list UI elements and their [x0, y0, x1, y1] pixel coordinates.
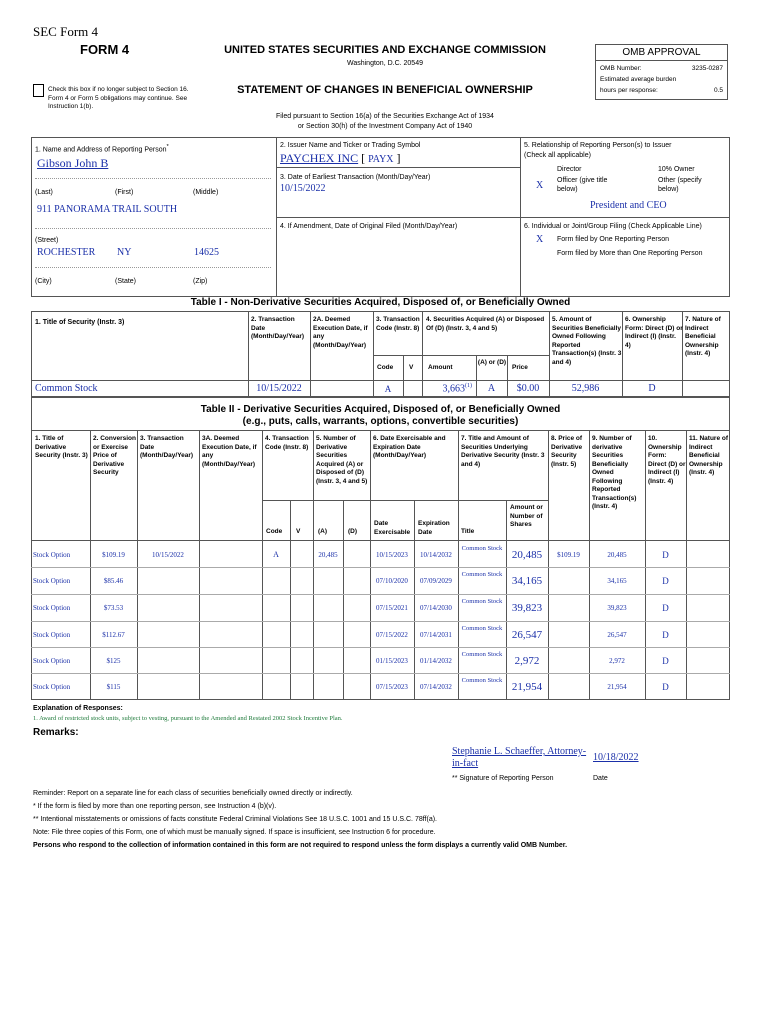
t2-row-price: $73.53: [103, 604, 124, 612]
t2-h8: 8. Price of Derivative Security (Instr. 5): [551, 435, 583, 468]
t1-h7: 7. Nature of Indirect Beneficial Ownership (Instr. 4): [685, 316, 721, 357]
t1-h1: 1. Title of Security (Instr. 3): [35, 319, 125, 326]
t2-row-underlying-title: Common Stock: [461, 571, 503, 578]
t2-row-form: D: [662, 630, 669, 640]
t2-row-code: [262, 679, 290, 699]
filed-line-2: or Section 30(h) of the Investment Company Act of 1940: [297, 123, 473, 130]
t1-h4: 4. Securities Acquired (A) or Disposed Of (D) (Instr. 3, 4 and 5): [426, 316, 545, 332]
t2-row-p8: [548, 600, 589, 620]
one-person-label: Form filed by One Reporting Person: [557, 236, 670, 243]
t2-h10: 10. Ownership Form: Direct (D) or Indirect (I) (Instr. 4): [648, 435, 686, 485]
omb-title: OMB APPROVAL: [596, 45, 727, 61]
street-label: (Street): [35, 237, 59, 244]
zip-value: 14625: [194, 247, 219, 258]
t2-expiration-h: Expiration Date: [418, 520, 450, 536]
t2-row-owned: 26,547: [607, 631, 627, 639]
t2-row-exp: 01/14/2032: [420, 657, 452, 665]
t2-h1: 1. Title of Derivative Security (Instr. 3): [35, 435, 88, 459]
officer-title: President and CEO: [590, 200, 667, 211]
t2-row-exp: 07/14/2031: [420, 631, 452, 639]
last-label: (Last): [35, 189, 53, 196]
earliest-transaction-date: 10/15/2022: [280, 183, 326, 194]
t2-h2: 2. Conversion or Exercise Price of Derivative Security: [93, 435, 136, 476]
t1-code-h: Code: [377, 364, 394, 371]
first-label: (First): [115, 189, 134, 196]
t2-row-p8: [548, 627, 589, 647]
t2-row-price: $85.46: [103, 577, 124, 585]
t2-row-title: Stock Option: [33, 577, 71, 585]
t2-row-p8: $109.19: [557, 551, 580, 559]
t1-price-h: Price: [512, 364, 528, 371]
signature-date: 10/18/2022: [593, 752, 639, 763]
box1-star: *: [166, 144, 169, 150]
t2-row-price: $115: [106, 683, 121, 691]
officer-label: Officer (give title below): [557, 177, 608, 193]
t2-row-owned: 21,954: [607, 683, 627, 691]
t2-row-code: [262, 653, 290, 673]
omb-approval-box: [595, 44, 728, 100]
t2-row-ex: 07/15/2021: [376, 604, 408, 612]
signature-name: Stephanie L. Schaeffer, Attorney-in-fact: [452, 746, 587, 769]
note-1: * If the form is filed by more than one reporting person, see Instruction 4 (b)(v).: [33, 803, 277, 810]
t2-row-divider: [31, 673, 730, 674]
t2-row-exp: 07/09/2029: [420, 577, 452, 585]
one-person-checkmark: X: [536, 234, 544, 245]
t2-h3a: 3A. Deemed Execution Date, if any (Month/Day/Year): [202, 435, 257, 468]
t2-row-owned: 2,972: [609, 657, 625, 665]
officer-checkmark: X: [536, 180, 544, 191]
t2-row-code: [262, 600, 290, 620]
t2-row-a: [313, 573, 343, 593]
t2-row-ex: 07/10/2020: [376, 577, 408, 585]
t2-row-code: A: [273, 550, 279, 559]
ticker-symbol: PAYX: [368, 154, 394, 165]
t2-row-underlying-title: Common Stock: [461, 625, 503, 632]
t2-row-divider: [31, 621, 730, 622]
t2-row-p8: [548, 679, 589, 699]
state-label: (State): [115, 278, 137, 285]
t2-row-title: Stock Option: [33, 657, 71, 665]
table2-title1: Table II - Derivative Securities Acquired, Disposed of, or Beneficially Owned: [200, 404, 561, 415]
ticker-close-bracket: ]: [396, 151, 401, 165]
t2-row-a: [313, 627, 343, 647]
form-title: FORM 4: [80, 42, 130, 57]
t2-row-p8: [548, 653, 589, 673]
t2-row-title: Stock Option: [33, 551, 71, 559]
table1-title: Table I - Non-Derivative Securities Acquired, Disposed of, or Beneficially Owned: [190, 297, 571, 308]
t2-h6: 6. Date Exercisable and Expiration Date (Month/Day/Year): [373, 435, 446, 459]
t2-row-owned: 34,165: [607, 577, 627, 585]
t2-row-divider: [31, 647, 730, 648]
t1-row-title: Common Stock: [35, 383, 98, 394]
t2-row-underlying-title: Common Stock: [461, 545, 503, 552]
omb-number: 3235-0287: [691, 65, 723, 72]
reminder-text: Reminder: Report on a separate line for each class of securities beneficially owned directly or indirectly.: [33, 790, 353, 797]
omb-hours: 0.5: [713, 87, 723, 94]
t2-h3: 3. Transaction Date (Month/Day/Year): [140, 435, 194, 459]
t2-row-a: [313, 600, 343, 620]
note-2: ** Intentional misstatements or omissions of facts constitute Federal Criminal Violations See 18 U.S.C. 1001 and 15 U.S.C. 78ff(a).: [33, 816, 437, 823]
box5-label1: 5. Relationship of Reporting Person(s) to Issuer: [524, 142, 672, 149]
t2-row-form: D: [662, 656, 669, 666]
t1-row-code: A: [384, 384, 392, 394]
t2-row-amt: 20,485: [511, 549, 543, 561]
t1-row-owned: 52,986: [571, 383, 600, 394]
t2-row-form: D: [662, 576, 669, 586]
zip-label: (Zip): [193, 278, 208, 285]
table2-title2: (e.g., puts, calls, warrants, options, convertible securities): [242, 416, 519, 427]
omb-burden-label: Estimated average burden: [600, 76, 677, 83]
t2-row-amt: 26,547: [511, 629, 543, 641]
agency-name: UNITED STATES SECURITIES AND EXCHANGE COMMISSION: [224, 44, 546, 56]
t2-v-h: V: [296, 528, 301, 535]
t2-row-price: $109.19: [102, 551, 125, 559]
t1-h2: 2. Transaction Date (Month/Day/Year): [251, 316, 305, 340]
t2-d-h: (D): [348, 528, 358, 535]
t1-row-ad: A: [487, 383, 496, 394]
t2-row-code: [262, 573, 290, 593]
t2-row-code: [262, 627, 290, 647]
t2-h7: 7. Title and Amount of Securities Underlying Derivative Security (Instr. 3 and 4): [461, 435, 545, 468]
t2-row-ex: 07/15/2023: [376, 683, 408, 691]
t2-row-price: $125: [106, 657, 121, 665]
section16-checkbox[interactable]: [33, 84, 44, 97]
t2-row-date: [137, 653, 199, 673]
box4-label: 4. If Amendment, Date of Original Filed (Month/Day/Year): [280, 223, 458, 230]
t1-row-date: 10/15/2022: [256, 383, 302, 394]
t2-title-h: Title: [461, 528, 475, 535]
ten-percent-owner-label: 10% Owner: [658, 166, 695, 173]
state-value: NY: [117, 247, 132, 258]
signature-label: ** Signature of Reporting Person: [452, 775, 554, 782]
ticker-open-bracket: [: [361, 151, 366, 165]
t2-row-price: $112.67: [102, 631, 125, 639]
issuer-name[interactable]: PAYCHEX INC: [280, 151, 359, 165]
filed-line-1: Filed pursuant to Section 16(a) of the Securities Exchange Act of 1934: [276, 113, 494, 120]
sec-form-label: SEC Form 4: [33, 24, 99, 39]
t2-h5: 5. Number of Derivative Securities Acquired (A) or Disposed of (D) (Instr. 3, 4 and 5): [316, 435, 368, 485]
t2-row-exp: 07/14/2030: [420, 604, 452, 612]
t2-row-p8: [548, 573, 589, 593]
t2-row-amt: 34,165: [511, 575, 543, 587]
date-label: Date: [593, 775, 608, 782]
t1-row-amount-value: 3,663: [442, 383, 465, 395]
t2-row-amt: 2,972: [514, 655, 540, 667]
box1-label-text: 1. Name and Address of Reporting Person: [35, 146, 167, 154]
more-persons-label: Form filed by More than One Reporting Person: [557, 250, 703, 257]
t2-row-ex: 07/15/2022: [376, 631, 408, 639]
city-label: (City): [35, 278, 52, 285]
t1-v-h: V: [409, 364, 414, 371]
t2-h4: 4. Transaction Code (Instr. 8): [265, 435, 309, 451]
other-label: Other (specify below): [658, 177, 702, 193]
t2-row-date: [137, 679, 199, 699]
t1-row-amount: [422, 383, 472, 394]
t1-h3: 3. Transaction Code (Instr. 8): [376, 316, 420, 332]
t2-h11: 11. Nature of Indirect Beneficial Ownership (Instr. 4): [689, 435, 729, 476]
middle-label: (Middle): [193, 189, 219, 196]
t2-row-a: [313, 653, 343, 673]
t2-h9: 9. Number of derivative Securities Beneficially Owned Following Reported Transaction(s) (Instr. 4): [592, 435, 637, 510]
t1-h2a: 2A. Deemed Execution Date, if any (Month/Day/Year): [313, 316, 368, 349]
agency-city: Washington, D.C. 20549: [346, 60, 423, 67]
t2-row-amt: 21,954: [511, 681, 543, 693]
t2-row-date: [137, 627, 199, 647]
city-value: ROCHESTER: [37, 247, 96, 258]
t2-row-form: D: [662, 603, 669, 613]
t1-row-price: $0.00: [516, 383, 540, 394]
remarks-heading: Remarks:: [33, 727, 79, 738]
box6-label: 6. Individual or Joint/Group Filing (Check Applicable Line): [524, 223, 702, 230]
t1-aord-h: (A) or (D): [477, 359, 507, 366]
director-label: Director: [557, 166, 582, 173]
t2-row-form: D: [662, 550, 669, 560]
t2-row-exp: 10/14/2032: [420, 551, 452, 559]
t2-row-underlying-title: Common Stock: [461, 651, 503, 658]
t2-row-title: Stock Option: [33, 631, 71, 639]
t2-row-date: 10/15/2022: [152, 551, 184, 559]
t1-row-footnote: (1): [465, 383, 472, 389]
t2-row-title: Stock Option: [33, 683, 71, 691]
t2-a-h: (A): [318, 528, 328, 535]
omb-number-label: OMB Number:: [600, 65, 642, 72]
t2-row-ex: 01/15/2023: [376, 657, 408, 665]
t2-row-a: [313, 679, 343, 699]
t2-row-date: [137, 600, 199, 620]
t2-row-amt: 39,823: [511, 602, 543, 614]
box5-label2: (Check all applicable): [524, 152, 591, 159]
t1-h5: 5. Amount of Securities Beneficially Owned Following Reported Transaction(s) (Instr. 3 and 4): [552, 316, 622, 366]
t2-row-date: [137, 573, 199, 593]
box1-label: [35, 143, 169, 154]
footnote-1: 1. Award of restricted stock units, subject to vesting, pursuant to the Amended and Restated 2002 Stock Incentive Plan.: [33, 715, 343, 722]
t2-row-divider: [31, 594, 730, 595]
issuer-line: [280, 151, 401, 166]
t2-row-title: Stock Option: [33, 604, 71, 612]
t2-amount-h: Amount or Number of Shares: [510, 504, 543, 528]
t2-row-a: 20,485: [318, 551, 338, 559]
note-3: Note: File three copies of this Form, one of which must be manually signed. If space is insufficient, see Instruction 6 for procedure.: [33, 829, 436, 836]
box2-label: 2. Issuer Name and Ticker or Trading Symbol: [280, 142, 421, 149]
t2-row-exp: 07/14/2032: [420, 683, 452, 691]
t2-row-underlying-title: Common Stock: [461, 598, 503, 605]
reporting-person-name[interactable]: Gibson John B: [37, 156, 109, 170]
street-value: 911 PANORAMA TRAIL SOUTH: [37, 204, 178, 215]
t2-row-form: D: [662, 682, 669, 692]
t2-row-owned: 20,485: [607, 551, 627, 559]
statement-title: STATEMENT OF CHANGES IN BENEFICIAL OWNERSHIP: [237, 84, 533, 96]
box3-label: 3. Date of Earliest Transaction (Month/Day/Year): [280, 174, 431, 181]
note-4: Persons who respond to the collection of information contained in this form are not required to respond unless the form displays a currently valid OMB Number.: [33, 842, 568, 849]
t1-row-form: D: [648, 383, 656, 394]
t2-row-owned: 39,823: [607, 604, 627, 612]
t2-code-h: Code: [266, 528, 283, 535]
omb-hours-label: hours per response:: [600, 87, 658, 94]
t2-row-divider: [31, 567, 730, 568]
explanation-heading: Explanation of Responses:: [33, 705, 123, 712]
t2-row-underlying-title: Common Stock: [461, 677, 503, 684]
t1-h6: 6. Ownership Form: Direct (D) or Indirect (I) (Instr. 4): [625, 316, 683, 349]
t1-amount-h: Amount: [428, 364, 453, 371]
t2-row-ex: 10/15/2023: [376, 551, 408, 559]
t2-exercisable-h: Date Exercisable: [374, 520, 411, 536]
checkbox-note: Check this box if no longer subject to Section 16. Form 4 or Form 5 obligations may continue. See Instruction 1(b).: [48, 86, 189, 110]
